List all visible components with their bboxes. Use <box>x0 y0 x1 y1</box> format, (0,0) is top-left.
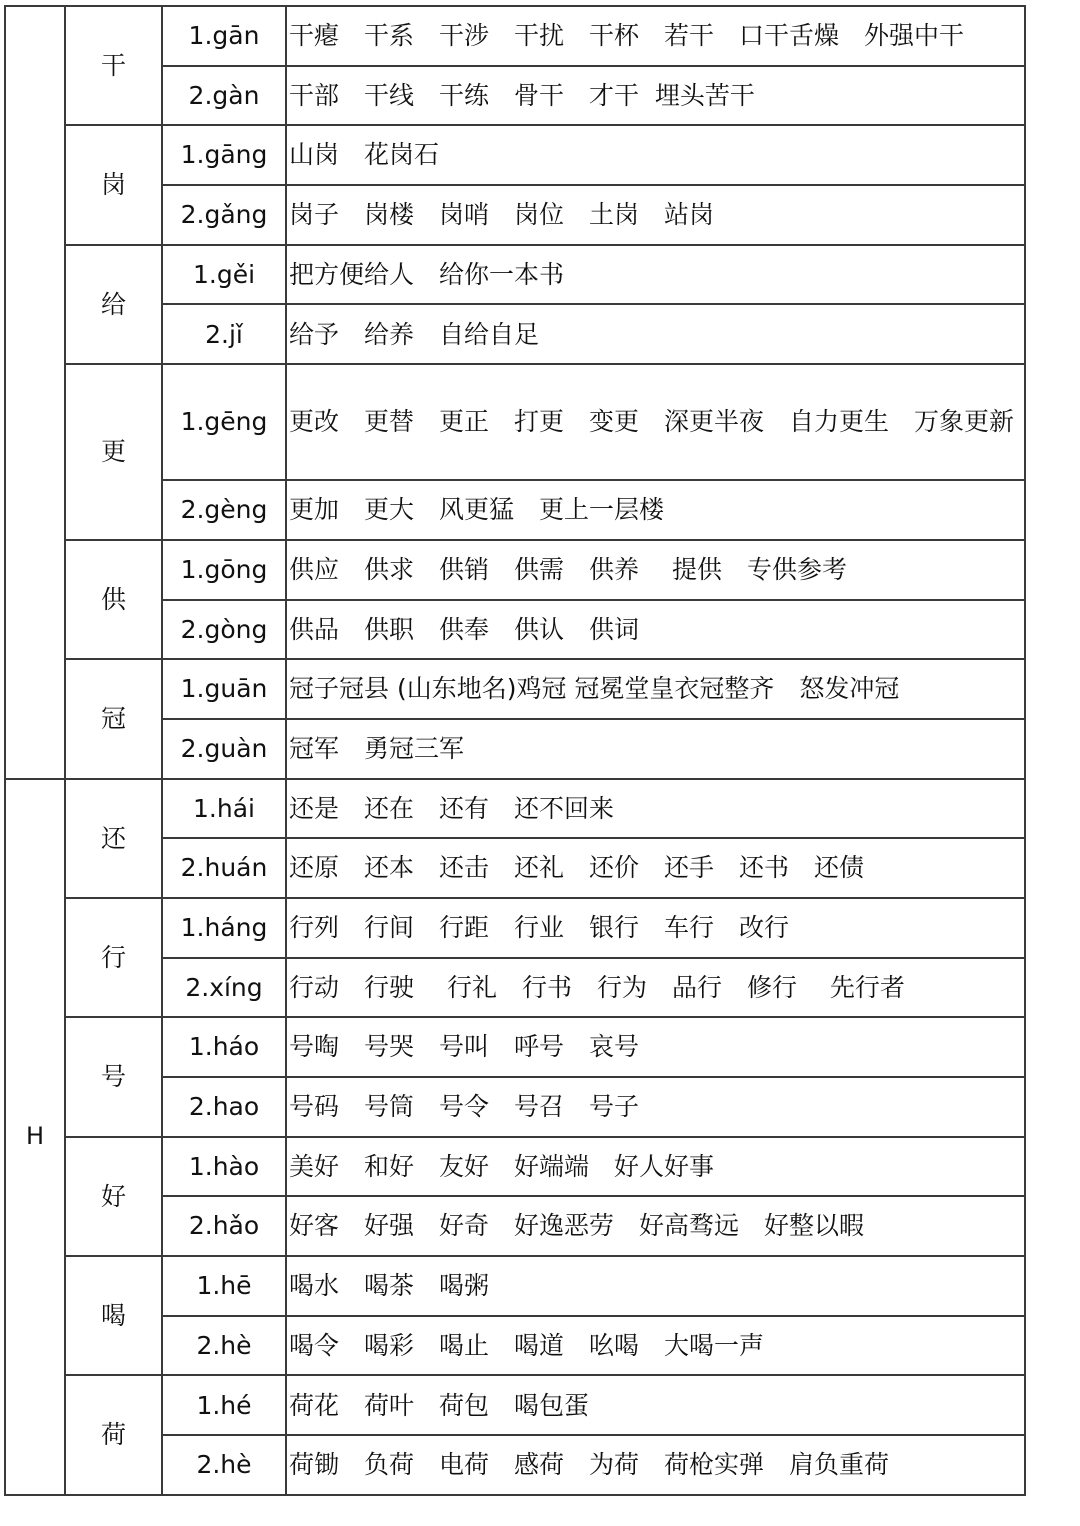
example-words-cell: 冠军 勇冠三军 <box>286 719 1025 779</box>
character-cell: 更 <box>65 364 162 540</box>
pinyin-cell: 2.gèng <box>162 480 286 540</box>
example-words-cell: 干部 干线 干练 骨干 才干 埋头苦干 <box>286 66 1025 126</box>
table-row <box>5 245 1025 305</box>
pinyin-cell: 1.hē <box>162 1256 286 1316</box>
example-words-cell: 好客 好强 好奇 好逸恶劳 好高骛远 好整以暇 <box>286 1196 1025 1256</box>
table-row <box>5 364 1025 480</box>
pinyin-cell: 1.gōng <box>162 540 286 600</box>
pinyin-cell: 2.hao <box>162 1077 286 1137</box>
table-row <box>5 659 1025 719</box>
pinyin-cell: 2.hǎo <box>162 1196 286 1256</box>
example-words-cell: 号啕 号哭 号叫 呼号 哀号 <box>286 1017 1025 1077</box>
example-words-cell: 更加 更大 风更猛 更上一层楼 <box>286 480 1025 540</box>
character-cell: 行 <box>65 898 162 1017</box>
table-row <box>5 6 1025 66</box>
pinyin-cell: 1.hé <box>162 1375 286 1435</box>
example-words-cell: 喝令 喝彩 喝止 喝道 吆喝 大喝一声 <box>286 1316 1025 1376</box>
letter-cell: H <box>5 779 65 1495</box>
letter-cell <box>5 6 65 779</box>
character-cell: 好 <box>65 1137 162 1256</box>
example-words-cell: 荷花 荷叶 荷包 喝包蛋 <box>286 1375 1025 1435</box>
pinyin-cell: 2.gàn <box>162 66 286 126</box>
example-words-cell: 美好 和好 友好 好端端 好人好事 <box>286 1137 1025 1197</box>
pinyin-cell: 1.gēng <box>162 364 286 480</box>
table-row <box>5 1017 1025 1077</box>
table-row <box>5 1375 1025 1435</box>
example-words-cell: 供应 供求 供销 供需 供养 提供 专供参考 <box>286 540 1025 600</box>
character-cell: 号 <box>65 1017 162 1136</box>
example-words-cell: 荷锄 负荷 电荷 感荷 为荷 荷枪实弹 肩负重荷 <box>286 1435 1025 1495</box>
character-cell: 供 <box>65 540 162 659</box>
pinyin-cell: 2.gǎng <box>162 185 286 245</box>
example-words-cell: 喝水 喝茶 喝粥 <box>286 1256 1025 1316</box>
example-words-cell: 山岗 花岗石 <box>286 125 1025 185</box>
pinyin-cell: 1.guān <box>162 659 286 719</box>
pinyin-cell: 1.hái <box>162 779 286 839</box>
example-words-cell: 冠子冠县 (山东地名)鸡冠 冠冕堂皇衣冠整齐 怒发冲冠 <box>286 659 1025 719</box>
example-words-cell: 号码 号筒 号令 号召 号子 <box>286 1077 1025 1137</box>
pinyin-cell: 2.jǐ <box>162 304 286 364</box>
pinyin-cell: 2.hè <box>162 1316 286 1376</box>
character-cell: 冠 <box>65 659 162 778</box>
table-row <box>5 898 1025 958</box>
character-cell: 还 <box>65 779 162 898</box>
example-words-cell: 岗子 岗楼 岗哨 岗位 土岗 站岗 <box>286 185 1025 245</box>
example-words-cell: 供品 供职 供奉 供认 供词 <box>286 600 1025 660</box>
pinyin-cell: 2.huán <box>162 838 286 898</box>
example-words-cell: 行动 行驶 行礼 行书 行为 品行 修行 先行者 <box>286 958 1025 1018</box>
pinyin-cell: 2.hè <box>162 1435 286 1495</box>
example-words-cell: 行列 行间 行距 行业 银行 车行 改行 <box>286 898 1025 958</box>
character-cell: 荷 <box>65 1375 162 1494</box>
polyphonic-character-table <box>4 5 1026 1496</box>
table-row <box>5 125 1025 185</box>
pinyin-cell: 2.guàn <box>162 719 286 779</box>
pinyin-cell: 1.hào <box>162 1137 286 1197</box>
pinyin-cell: 1.háng <box>162 898 286 958</box>
table-row <box>5 1256 1025 1316</box>
pinyin-cell: 1.háo <box>162 1017 286 1077</box>
pinyin-cell: 1.gān <box>162 6 286 66</box>
pinyin-cell: 2.xíng <box>162 958 286 1018</box>
example-words-cell: 给予 给养 自给自足 <box>286 304 1025 364</box>
character-cell: 给 <box>65 245 162 364</box>
example-words-cell: 还是 还在 还有 还不回来 <box>286 779 1025 839</box>
character-cell: 岗 <box>65 125 162 244</box>
example-words-cell: 更改 更替 更正 打更 变更 深更半夜 自力更生 万象更新 <box>286 364 1025 480</box>
table-row <box>5 1137 1025 1197</box>
example-words-cell: 把方便给人 给你一本书 <box>286 245 1025 305</box>
pinyin-cell: 2.gòng <box>162 600 286 660</box>
character-cell: 干 <box>65 6 162 125</box>
table-row <box>5 540 1025 600</box>
example-words-cell: 干瘪 干系 干涉 干扰 干杯 若干 口干舌燥 外强中干 <box>286 6 1025 66</box>
character-cell: 喝 <box>65 1256 162 1375</box>
example-words-cell: 还原 还本 还击 还礼 还价 还手 还书 还债 <box>286 838 1025 898</box>
pinyin-cell: 1.gāng <box>162 125 286 185</box>
pinyin-cell: 1.gěi <box>162 245 286 305</box>
table-row <box>5 779 1025 839</box>
